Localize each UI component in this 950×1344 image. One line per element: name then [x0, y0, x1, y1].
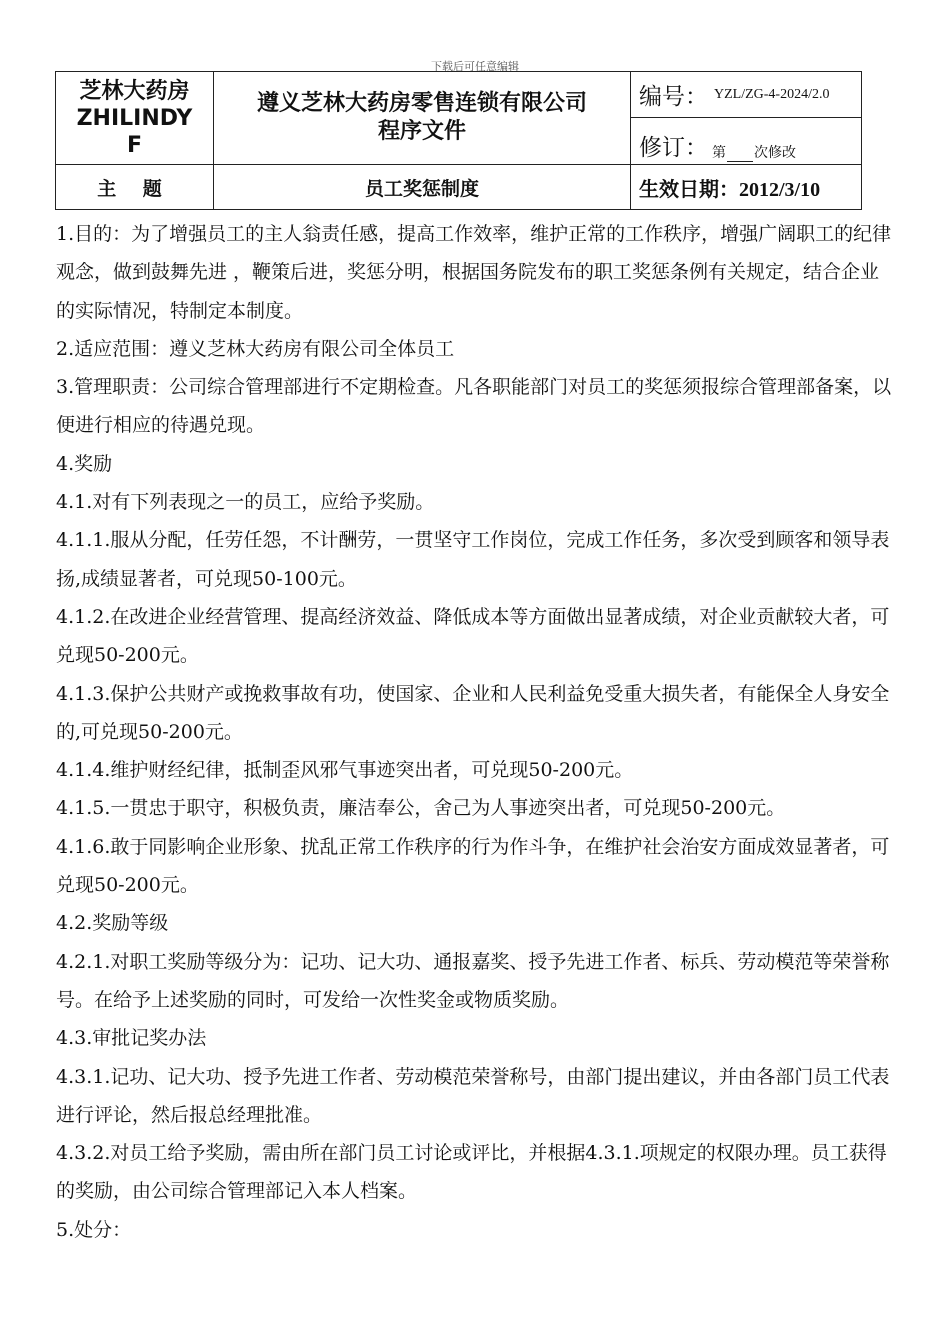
company-name: 遵义芝林大药房零售连锁有限公司: [256, 91, 587, 116]
effective-date: 生效日期：2012/3/10: [631, 165, 862, 210]
paragraph-4-1-6: 4.1.6.敢于同影响企业形象、扰乱正常工作秩序的行为作斗争，在维护社会治安方面成效显著者，可兑现50-200元。: [56, 835, 890, 897]
document-code-label: 编号：: [639, 84, 708, 110]
revision-number-blank: [727, 147, 753, 162]
heading-approval: 4.3.审批记奖办法: [56, 1027, 207, 1050]
company-logo: [56, 72, 214, 165]
paragraph-4-1-4: 4.1.4.维护财经纪律，抵制歪风邪气事迹突出者，可兑现50-200元。: [56, 759, 634, 782]
logo-line-2: ZHILINDY: [76, 105, 193, 131]
paragraph-4-1-2: 4.1.2.在改进企业经营管理、提高经济效益、降低成本等方面做出显著成绩，对企业贡献较大者，可兑现50-200元。: [56, 605, 890, 667]
document-code-value: YZL/ZG-4-2024/2.0: [714, 86, 830, 102]
paragraph-4-3-1: 4.3.1.记功、记大功、授予先进工作者、劳动模范荣誉称号，由部门提出建议，并由各部门员工代表进行评论，然后报总经理批准。: [56, 1065, 890, 1126]
document-header-table: [55, 71, 862, 210]
document-type: 程序文件: [377, 119, 466, 144]
document-title: 员工奖惩制度: [214, 165, 631, 210]
paragraph-scope: 2.适应范围：遵义芝林大药房有限公司全体员工: [56, 337, 455, 360]
paragraph-4-2-1: 4.2.1.对职工奖励等级分为：记功、记大功、通报嘉奖、授予先进工作者、标兵、劳动模范等荣誉称号。在给予上述奖励的同时，可发给一次性奖金或物质奖励。: [56, 950, 890, 1011]
paragraph-4-1: 4.1.对有下列表现之一的员工，应给予奖励。: [56, 491, 435, 514]
logo-line-3: F: [126, 132, 143, 158]
paragraph-purpose: 1.目的：为了增强员工的主人翁责任感，提高工作效率，维护正常的工作秩序，增强广阔职工的纪律观念，做到鼓舞先进 ，鞭策后进，奖惩分明，根据国务院发布的职工奖惩条例有关规定，结合企业的实际情况，特制定本制度。: [56, 223, 892, 322]
document-code-row: [631, 72, 861, 118]
heading-penalties: 5.处分：: [56, 1218, 132, 1241]
company-name-cell: [214, 72, 631, 165]
paragraph-4-1-3: 4.1.3.保护公共财产或挽救事故有功，使国家、企业和人民利益免受重大损失者，有能保全人身安全的,可兑现50-200元。: [56, 682, 890, 743]
subject-label: 主 题: [56, 165, 214, 210]
paragraph-4-3-2: 4.3.2.对员工给予奖励，需由所在部门员工讨论或评比，并根据4.3.1.项规定的权限办理。员工获得的奖励，由公司综合管理部记入本人档案。: [56, 1142, 887, 1203]
paragraph-4-1-1: 4.1.1.服从分配，任劳任怨，不计酬劳，一贯坚守工作岗位，完成工作任务，多次受到顾客和领导表扬,成绩显著者，可兑现50-100元。: [56, 529, 890, 590]
watermark-text: 下载后可任意编辑: [431, 60, 519, 73]
heading-reward-levels: 4.2.奖励等级: [56, 912, 169, 935]
document-meta-cell: [631, 72, 862, 165]
paragraph-responsibility: 3.管理职责：公司综合管理部进行不定期检查。凡各职能部门对员工的奖惩须报综合管理部备案，以便进行相应的待遇兑现。: [56, 376, 892, 437]
document-body: [56, 215, 896, 1249]
revision-row: [631, 118, 861, 164]
logo-line-1: 芝林大药房: [79, 78, 190, 104]
paragraph-4-1-5: 4.1.5.一贯忠于职守，积极负责，廉洁奉公，舍己为人事迹突出者，可兑现50-200元。: [56, 797, 786, 820]
revision-label: 修订：: [639, 135, 708, 161]
revision-suffix: 次修改: [754, 146, 796, 161]
revision-prefix: 第: [712, 146, 726, 161]
heading-rewards: 4.奖励: [56, 452, 113, 475]
